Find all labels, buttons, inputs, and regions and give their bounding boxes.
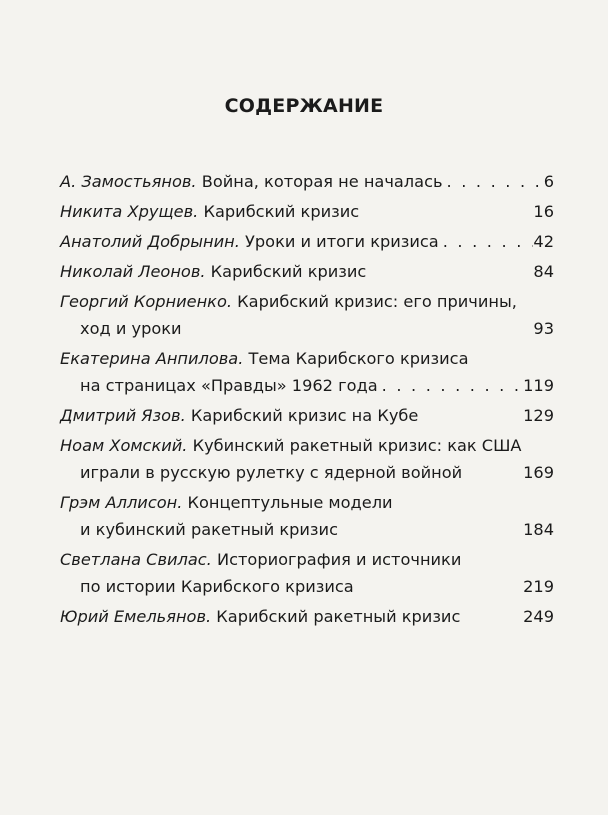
toc-entry-line bbox=[60, 228, 554, 255]
toc-entry bbox=[60, 288, 554, 342]
toc-author: Светлана Свилас. bbox=[60, 550, 212, 569]
toc-author: Георгий Корниенко. bbox=[60, 292, 232, 311]
toc-entry-title: играли в русскую рулетку с ядерной войной bbox=[80, 463, 463, 482]
toc-author: Ноам Хомский. bbox=[60, 436, 188, 455]
toc-author: Юрий Емельянов. bbox=[60, 607, 212, 626]
toc-entry-line bbox=[60, 315, 554, 342]
toc-entry bbox=[60, 258, 554, 285]
toc-page-number: 184 bbox=[523, 520, 554, 539]
table-of-contents bbox=[60, 168, 554, 630]
toc-entry bbox=[60, 198, 554, 225]
toc-entry-line bbox=[60, 489, 554, 516]
toc-entry-title: Карибский кризис: его причины, bbox=[237, 292, 517, 311]
toc-page-number: 16 bbox=[533, 202, 554, 221]
toc-entry-title: Карибский кризис на Кубе bbox=[190, 406, 419, 425]
toc-entry-line bbox=[60, 168, 554, 195]
toc-page-number: 6 bbox=[543, 172, 554, 191]
toc-entry-line bbox=[60, 402, 554, 429]
toc-entry-line bbox=[60, 546, 554, 573]
toc-page-number: 84 bbox=[533, 262, 554, 281]
toc-entry-title: Историография и источники bbox=[216, 550, 462, 569]
toc-entry-line bbox=[60, 573, 554, 600]
toc-entry-line bbox=[60, 603, 554, 630]
toc-entry-line bbox=[60, 288, 554, 315]
toc-entry-line bbox=[60, 516, 554, 543]
toc-author: Никита Хрущев. bbox=[60, 202, 199, 221]
toc-entry-title: Карибский кризис bbox=[210, 262, 367, 281]
toc-entry-title: Концептульные модели bbox=[187, 493, 393, 512]
toc-entry bbox=[60, 432, 554, 486]
toc-entry-title: Кубинский ракетный кризис: как США bbox=[192, 436, 522, 455]
toc-entry bbox=[60, 489, 554, 543]
toc-page-number: 93 bbox=[533, 319, 554, 338]
toc-entry bbox=[60, 345, 554, 399]
toc-leader-dots bbox=[439, 228, 534, 255]
toc-entry-title: ход и уроки bbox=[80, 319, 182, 338]
toc-page-number: 42 bbox=[533, 232, 554, 251]
toc-author: А. Замостьянов. bbox=[60, 172, 197, 191]
toc-page-number: 169 bbox=[523, 463, 554, 482]
toc-entry-line bbox=[60, 459, 554, 486]
toc-author: Анатолий Добрынин. bbox=[60, 232, 240, 251]
toc-entry bbox=[60, 228, 554, 255]
toc-entry bbox=[60, 546, 554, 600]
toc-entry bbox=[60, 603, 554, 630]
toc-entry-title: по истории Карибского кризиса bbox=[80, 577, 354, 596]
toc-entry-title: и кубинский ракетный кризис bbox=[80, 520, 338, 539]
toc-entry-title: Карибский кризис bbox=[203, 202, 360, 221]
toc-entry-title: Уроки и итоги кризиса bbox=[245, 232, 439, 251]
toc-entry-title: на страницах «Правды» 1962 года bbox=[80, 376, 378, 395]
toc-entry bbox=[60, 168, 554, 195]
toc-entry-line bbox=[60, 432, 554, 459]
toc-leader-dots bbox=[378, 372, 523, 399]
toc-entry-title: Карибский ракетный кризис bbox=[216, 607, 461, 626]
toc-page-number: 219 bbox=[523, 577, 554, 596]
toc-entry-line bbox=[60, 372, 554, 399]
toc-entry-line bbox=[60, 345, 554, 372]
toc-leader-dots bbox=[443, 168, 540, 195]
toc-entry-title: Тема Карибского кризиса bbox=[248, 349, 469, 368]
toc-title: СОДЕРЖАНИЕ bbox=[224, 95, 384, 117]
toc-author: Екатерина Анпилова. bbox=[60, 349, 244, 368]
toc-page-number: 119 bbox=[523, 376, 554, 395]
toc-entry bbox=[60, 402, 554, 429]
toc-author: Грэм Аллисон. bbox=[60, 493, 183, 512]
toc-entry-line bbox=[60, 198, 554, 225]
toc-author: Дмитрий Язов. bbox=[60, 406, 186, 425]
toc-entry-line bbox=[60, 258, 554, 285]
toc-entry-title: Война, которая не началась bbox=[201, 172, 443, 191]
toc-author: Николай Леонов. bbox=[60, 262, 206, 281]
toc-page-number: 129 bbox=[523, 406, 554, 425]
toc-page-number: 249 bbox=[523, 607, 554, 626]
